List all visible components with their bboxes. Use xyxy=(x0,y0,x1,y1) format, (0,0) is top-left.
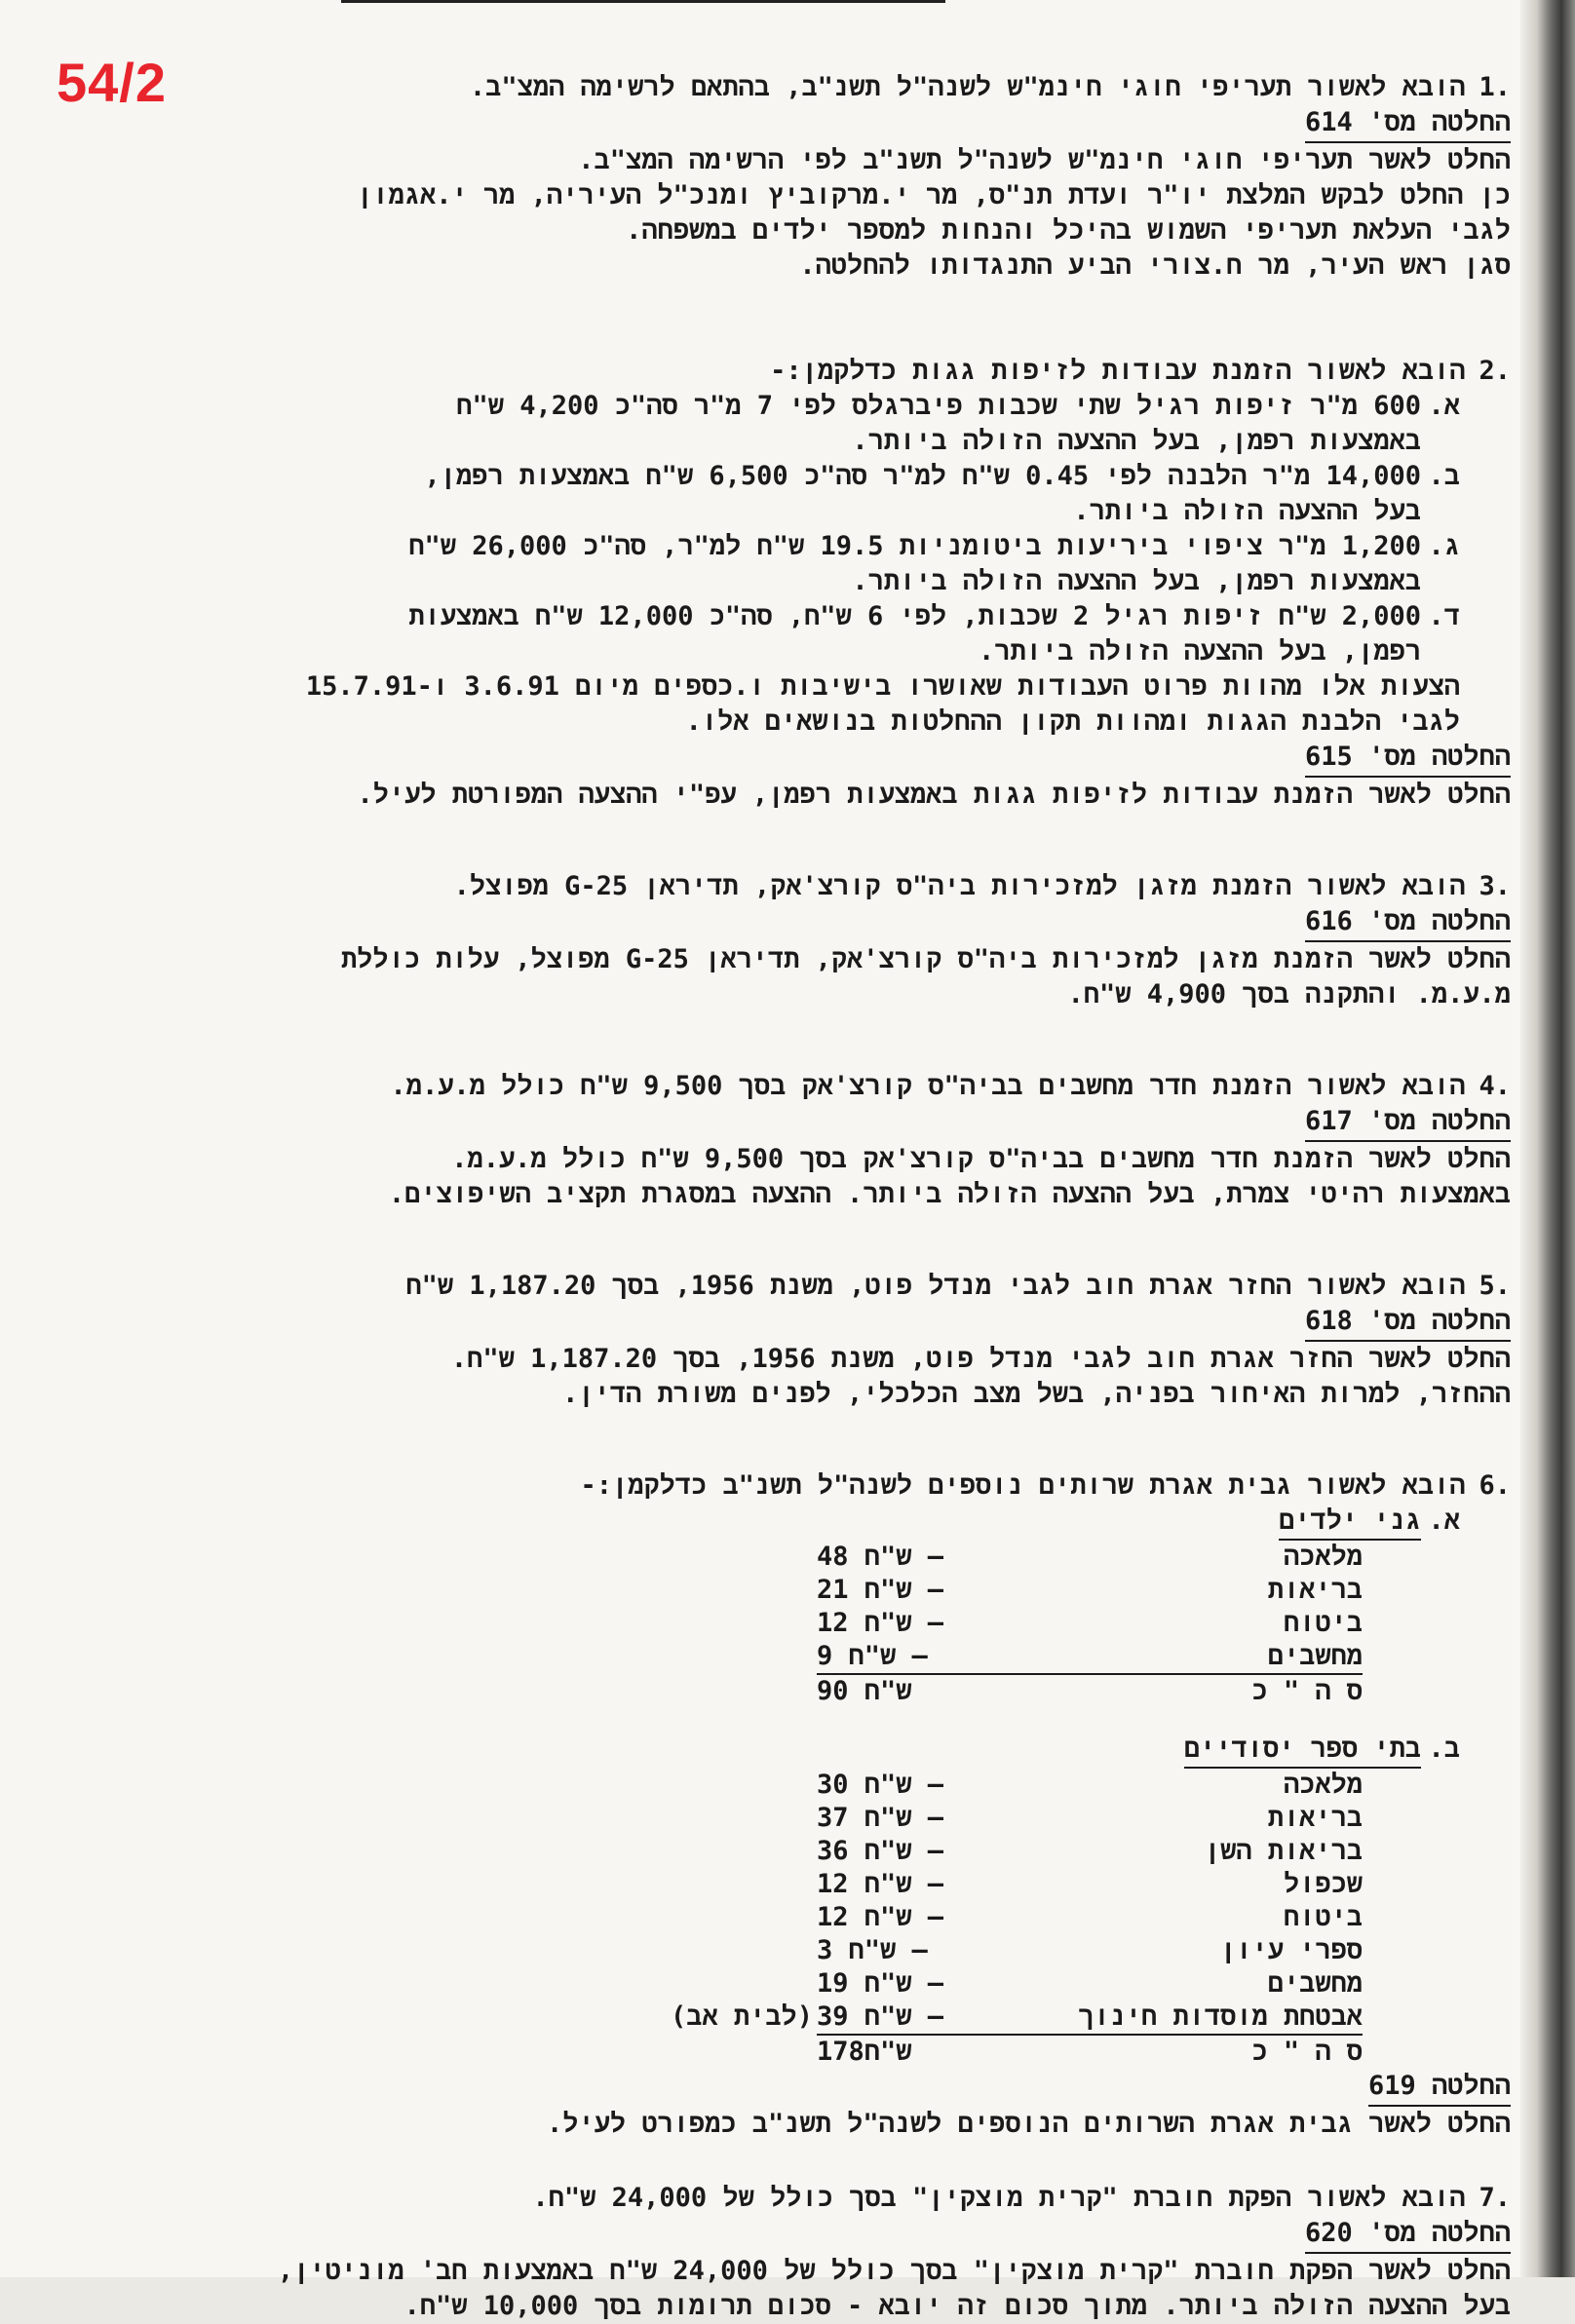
item-title xyxy=(253,1269,1511,1304)
item-title-text: הובא לאשור החזר אגרת חוב לגבי מנדל פוט, משנת 1956, בסך 1,187.20 ש"ח xyxy=(405,1271,1466,1301)
page-number-stamp: 54/2 xyxy=(57,52,167,113)
decision-number: החלטה מס' 614 xyxy=(1305,105,1511,143)
decision-number: החלטה 619 xyxy=(1368,2069,1511,2107)
item-title-text: הובא לאשור הפקת חוברת "קרית מוצקין" בסך כולל של 24,000 ש"ח. xyxy=(532,2183,1466,2213)
item-number: .7 xyxy=(1479,2183,1511,2213)
sub-item-line: בעל ההצעה הזולה ביותר. xyxy=(1073,496,1421,526)
note-line: לגבי הלבנת הגגות ומהוות תקון ההחלטות בנושאים אלו. xyxy=(685,706,1460,737)
fee-label: מלאכה xyxy=(1283,1770,1363,1800)
item-number: .2 xyxy=(1479,356,1511,386)
sub-item-line: באמצעות רפמן, בעל ההצעה הזולה ביותר. xyxy=(852,426,1421,456)
item-title xyxy=(253,1069,1511,1104)
fee-total-row xyxy=(817,2034,1363,2069)
decision-line: החלט לאשר הזמנת חדר מחשבים בביה"ס קורצ'אק בסך 9,500 ש"ח כולל מ.ע.מ. xyxy=(451,1144,1511,1174)
fee-group-elementary xyxy=(253,1732,1460,2069)
sub-item-line: 1,200 מ"ר ציפוי ביריעות ביטומניות 19.5 ש"ח למ"ר, סה"כ 26,000 ש"ח xyxy=(408,531,1421,561)
agenda-item-2 xyxy=(253,354,1511,813)
fee-row xyxy=(817,1868,1363,1901)
sub-item-letter: ג. xyxy=(1428,531,1460,561)
decision-line: מ.ע.מ. והתקנה בסך 4,900 ש"ח. xyxy=(1067,979,1511,1010)
fee-amount: 12 ש"ח – xyxy=(817,1902,943,1932)
fee-amount: 48 ש"ח – xyxy=(817,1542,943,1572)
item-title-text: הובא לאשור הזמנת מזגן למזכירות ביה"ס קורצ'אק, תדיראן G-25 מפוצל. xyxy=(453,871,1466,901)
decision-line: החלט לאשר הפקת חוברת "קרית מוצקין" בסך כולל של 24,000 ש"ח באמצעות חב' מוניטין, xyxy=(277,2256,1511,2286)
fee-amount: 9 ש"ח – xyxy=(817,1641,928,1671)
fee-table xyxy=(817,1541,1363,1708)
binding-edge xyxy=(1520,0,1575,2277)
item-title xyxy=(253,354,1511,389)
fee-label: בריאות xyxy=(1267,1803,1363,1833)
decision-line: ההחזר, למרות האיחור בפניה, בשל מצב הכלכלי, לפנים משורת הדין. xyxy=(562,1379,1511,1409)
item-title-text: הובא לאשור הזמנת חדר מחשבים בביה"ס קורצ'אק בסך 9,500 ש"ח כולל מ.ע.מ. xyxy=(390,1071,1466,1101)
fee-label: מחשבים xyxy=(1267,1968,1363,1999)
sub-item xyxy=(253,599,1460,669)
decision-number: החלטה מס' 618 xyxy=(1305,1304,1511,1342)
group-title: בתי ספר יסודיים xyxy=(1184,1732,1421,1769)
decision-line: החלט לאשר תעריפי חוגי חינמ"ש לשנה"ל תשנ"ב לפי הרשימה המצ"ב. xyxy=(578,145,1511,175)
item-title xyxy=(253,2181,1511,2216)
decision-line: החלט לאשר החזר אגרת חוב לגבי מנדל פוט, משנת 1956, בסך 1,187.20 ש"ח. xyxy=(450,1344,1511,1374)
fee-amount: 30 ש"ח – xyxy=(817,1770,943,1800)
fee-amount: 21 ש"ח – xyxy=(817,1575,943,1605)
fee-row xyxy=(817,1802,1363,1835)
decision-number: החלטה מס' 615 xyxy=(1305,740,1511,778)
fee-label: בריאות xyxy=(1267,1575,1363,1605)
fee-row xyxy=(817,1607,1363,1640)
fee-amount: 19 ש"ח – xyxy=(817,1968,943,1999)
sub-item-letter: ד. xyxy=(1428,601,1460,631)
fee-row xyxy=(817,1835,1363,1868)
note-line: הצעות אלו מהוות פרוט העבודות שאושרו בישיבות ו.כספים מיום 3.6.91 ו-15.7.91 xyxy=(305,671,1460,702)
decision-line: החלט לאשר הזמנת מזגן למזכירות ביה"ס קורצ'אק, תדיראן G-25 מפוצל, עלות כוללת xyxy=(340,944,1511,974)
decision-line: בעל ההצעה הזולה ביותר. מתוך סכום זה יובא - סכום תרומות בסך 10,000 ש"ח. xyxy=(403,2291,1511,2321)
fee-group-kindergartens xyxy=(253,1504,1460,1708)
sub-item xyxy=(253,459,1460,529)
fee-total-amount: 178ש"ח xyxy=(817,2037,912,2067)
decision-line: החלט לאשר גבית אגרת השרותים הנוספים לשנה"ל תשנ"ב כמפורט לעיל. xyxy=(547,2109,1511,2139)
item-number: .5 xyxy=(1479,1271,1511,1301)
item-title xyxy=(253,1468,1511,1504)
decision-line: באמצעות רהיטי צמרת, בעל ההצעה הזולה ביותר. ההצעה במסגרת תקציב השיפוצים. xyxy=(388,1179,1511,1209)
sub-item-line: רפמן, בעל ההצעה הזולה ביותר. xyxy=(979,636,1421,667)
group-letter: א. xyxy=(1428,1505,1460,1536)
fee-label: בריאות השן xyxy=(1204,1836,1363,1866)
fee-row xyxy=(817,1769,1363,1802)
fee-table xyxy=(671,1769,1363,2069)
fee-amount: 12 ש"ח – xyxy=(817,1608,943,1638)
fee-amount: 3 ש"ח – xyxy=(817,1935,928,1965)
fee-amount: 36 ש"ח – xyxy=(817,1836,943,1866)
agenda-item-5 xyxy=(253,1269,1511,1412)
fee-row xyxy=(817,1934,1363,1967)
sub-item xyxy=(253,529,1460,599)
decision-line: לגבי העלאת תעריפי השמוש בהיכל והנחות למספר ילדים במשפחה. xyxy=(626,215,1511,246)
item-title xyxy=(253,70,1511,105)
scan-top-line xyxy=(341,0,945,3)
fee-label: שכפול xyxy=(1283,1869,1363,1899)
fee-amount: 39 ש"ח – xyxy=(817,2001,943,2032)
fee-row xyxy=(817,1574,1363,1607)
agenda-item-6 xyxy=(253,1468,1511,2142)
fee-total-label: ס ה " כ xyxy=(1251,2037,1363,2067)
fee-row xyxy=(817,1541,1363,1574)
item-number: .6 xyxy=(1479,1470,1511,1501)
fee-label: אבטחת מוסדות חינוך xyxy=(1078,2001,1363,2032)
sub-item-line: 600 מ"ר זיפות רגיל שתי שכבות פיברגלס לפי 7 מ"ר סה"כ 4,200 ש"ח xyxy=(456,391,1421,421)
item-number: .3 xyxy=(1479,871,1511,901)
item-number: .1 xyxy=(1479,72,1511,102)
decision-line: כן החלט לבקש המלצת יו"ר ועדת תנ"ס, מר י.מרקוביץ ומנכ"ל העיריה, מר י.אגמון xyxy=(357,180,1511,210)
sub-item-line: באמצעות רפמן, בעל ההצעה הזולה ביותר. xyxy=(852,566,1421,596)
fee-amount: 37 ש"ח – xyxy=(817,1803,943,1833)
item-title-text: הובא לאשור הזמנת עבודות לזיפות גגות כדלקמן:- xyxy=(770,356,1466,386)
group-title: גני ילדים xyxy=(1279,1504,1421,1541)
sub-item-line: 14,000 מ"ר הלבנה לפי 0.45 ש"ח למ"ר סה"כ 6,500 ש"ח באמצעות רפמן, xyxy=(424,461,1421,491)
decision-number: החלטה מס' 620 xyxy=(1305,2216,1511,2254)
minutes-content xyxy=(253,70,1511,2324)
agenda-item-4 xyxy=(253,1069,1511,1212)
item-title xyxy=(253,869,1511,904)
fee-total-amount: 90 ש"ח xyxy=(817,1676,912,1706)
sub-item-letter: א. xyxy=(1428,391,1460,421)
fee-row xyxy=(817,1967,1363,2000)
sub-item xyxy=(253,389,1460,459)
fee-amount: 12 ש"ח – xyxy=(817,1869,943,1899)
fee-total-row xyxy=(817,1673,1363,1708)
fee-label: ביטוח xyxy=(1283,1608,1363,1638)
fee-label: מלאכה xyxy=(1283,1542,1363,1572)
agenda-item-7 xyxy=(253,2181,1511,2324)
agenda-item-1 xyxy=(253,70,1511,284)
decision-number: החלטה מס' 616 xyxy=(1305,904,1511,942)
item-title-text: הובא לאשור תעריפי חוגי חינמ"ש לשנה"ל תשנ"ב, בהתאם לרשימה המצ"ב. xyxy=(469,72,1466,102)
sub-item-letter: ב. xyxy=(1428,461,1460,491)
fee-total-label: ס ה " כ xyxy=(1251,1676,1363,1706)
fee-row xyxy=(817,1901,1363,1934)
fee-note: (לבית אב) xyxy=(671,2001,813,2032)
fee-row xyxy=(671,2000,1363,2034)
agenda-item-3 xyxy=(253,869,1511,1012)
decision-number: החלטה מס' 617 xyxy=(1305,1104,1511,1142)
decision-line: החלט לאשר הזמנת עבודות לזיפות גגות באמצעות רפמן, עפ"י ההצעה המפורטת לעיל. xyxy=(357,780,1511,810)
fee-row xyxy=(817,1640,1363,1673)
fee-label: מחשבים xyxy=(1267,1641,1363,1671)
item-number: .4 xyxy=(1479,1071,1511,1101)
decision-line: סגן ראש העיר, מר ח.צורי הביע התנגדותו להחלטה. xyxy=(799,250,1511,281)
sub-item-line: 2,000 ש"ח זיפות רגיל 2 שכבות, לפי 6 ש"ח, סה"כ 12,000 ש"ח באמצעות xyxy=(408,601,1421,631)
group-letter: ב. xyxy=(1428,1733,1460,1764)
fee-label: ביטוח xyxy=(1283,1902,1363,1932)
fee-label: ספרי עיון xyxy=(1220,1935,1363,1965)
item-title-text: הובא לאשור גבית אגרת שרותים נוספים לשנה"ל תשנ"ב כדלקמן:- xyxy=(580,1470,1466,1501)
